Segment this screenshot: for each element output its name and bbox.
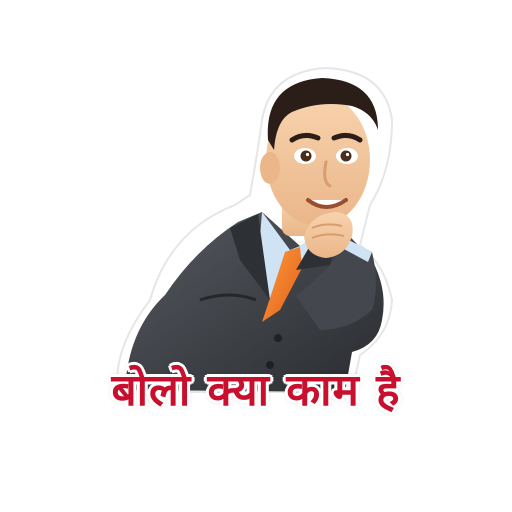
caption-text: बोलो क्या काम है — [111, 365, 401, 416]
